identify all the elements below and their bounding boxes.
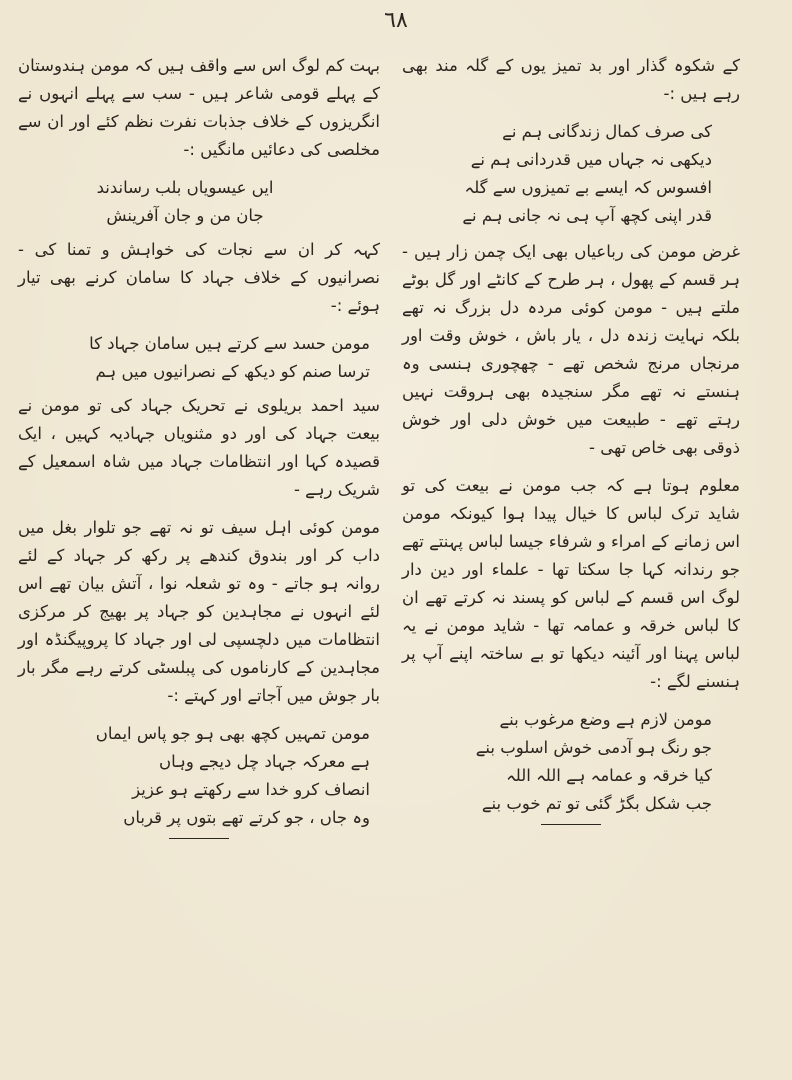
right-intro-paragraph: کے شکوہ گذار اور بد تمیز یوں کے گلہ مند بھی رہے ہیں :- <box>402 56 740 103</box>
page-number: ٦٨ <box>384 8 408 33</box>
verse-line: ہے معرکہ جہاد چل دیجے وہاں <box>159 752 370 771</box>
verse-line: جان من و جان آفرینش <box>106 206 264 225</box>
left-quatrain <box>18 720 380 832</box>
section-divider <box>169 838 229 839</box>
right-quatrain-2 <box>402 706 740 818</box>
verse-line: افسوس کہ ایسے بے تمیزوں سے گلہ <box>464 178 712 197</box>
section-divider <box>541 824 601 825</box>
verse-line: ترسا صنم کو دیکھ کے نصرانیوں میں ہم <box>95 362 370 381</box>
left-paragraph-2: کہہ کر ان سے نجات کی خواہش و تمنا کی - نصرانیوں کے خلاف جہاد کا سامان کرنے بھی تیار ہوئے :- <box>18 240 380 315</box>
verse-line: قدر اپنی کچھ آپ ہی نہ جانی ہم نے <box>462 206 712 225</box>
verse-line: جب شکل بگڑ گئی تو تم خوب بنے <box>481 794 712 813</box>
left-couplet <box>18 330 380 386</box>
verse-line: مومن لازم ہے وضع مرغوب بنے <box>499 710 712 729</box>
verse-line: مومن حسد سے کرتے ہیں سامان جہاد کا <box>89 334 370 353</box>
verse-line: جو رنگ ہو آدمی خوش اسلوب بنے <box>475 738 712 757</box>
right-column <box>402 52 740 833</box>
right-paragraph-3: معلوم ہوتا ہے کہ جب مومن نے بیعت کی تو شاید ترک لباس کا خیال پیدا ہوا کیونکہ مومن اس زمانے کے امراء و شرفاء جیسا لباس پہنتے تھے جو رندانہ کہا جا سکتا تھا - علماء اور دین دار لوگ اس قسم کے لباس کو پسند نہ کرتے تھے ان کا لباس خرقہ و عمامہ تھا - شاید مومن نے یہ لباس پہنا اور آئینہ دیکھا تو بے ساختہ اپنے آپ پر ہنسنے لگے :- <box>402 476 740 691</box>
verse-line: کی صرف کمال زندگانی ہم نے <box>502 122 712 141</box>
verse-line: انصاف کرو خدا سے رکھتے ہو عزیز <box>132 780 370 799</box>
left-paragraph-4: مومن کوئی اہل سیف تو نہ تھے جو تلوار بغل میں داب کر اور بندوق کندھے پر رکھ کر جہاد کے لئے روانہ ہو جاتے - وہ تو شعلہ نوا ، آتش بیان تھے اس لئے انہوں نے مجاہدین کو جہاد پر بھیج کر مرکزی انتظامات میں دلچسپی لی اور جہاد کا پروپیگنڈہ اور مجاہدین کے کارناموں کی پبلسٹی کرتے رہے مگر بار بار جوش میں آجاتے اور کہتے :- <box>18 518 380 705</box>
right-paragraph-2: غرض مومن کی رباعیاں بھی ایک چمن زار ہیں - ہر قسم کے پھول ، ہر طرح کے کانٹے اور گل بوٹے ملتے ہیں - مومن کوئی مردہ دل بزرگ نہ تھے بلکہ نہایت زندہ دل ، یار باش ، خوش وقت اور مرنجاں مرنج شخص تھے - چھچوری ہنسی وہ ہنستے نہ تھے مگر سنجیدہ بھی ہروقت نہیں رہتے تھے - طبیعت میں خوش دلی اور خوش ذوقی بھی خاص تھی - <box>402 242 740 457</box>
left-paragraph-1: بہت کم لوگ اس سے واقف ہیں کہ مومن ہندوستان کے پہلے قومی شاعر ہیں - سب سے پہلے انہوں نے انگریزوں کے خلاف جذبات نفرت نظم کئے اور ان سے مخلصی کی دعائیں مانگیں :- <box>18 56 380 159</box>
verse-line: ایں عیسویاں بلب رساندند <box>96 178 274 197</box>
verse-line: مومن تمہیں کچھ بھی ہو جو پاس ایماں <box>95 724 370 743</box>
left-paragraph-3: سید احمد بریلوی نے تحریک جہاد کی تو مومن نے بیعت جہاد کی اور دو مثنویاں جہادیہ کہیں ، ایک قصیدہ کہا اور انتظامات جہاد میں شاہ اسمعیل کے شریک رہے - <box>18 396 380 499</box>
persian-couplet <box>18 174 380 230</box>
verse-line: دیکھی نہ جہاں میں قدردانی ہم نے <box>470 150 712 169</box>
verse-line: کیا خرقہ و عمامہ ہے اللہ اللہ <box>506 766 712 785</box>
left-column <box>18 52 380 847</box>
verse-line: وہ جاں ، جو کرتے تھے بتوں پر قرباں <box>123 808 370 827</box>
right-quatrain-1 <box>402 118 740 230</box>
